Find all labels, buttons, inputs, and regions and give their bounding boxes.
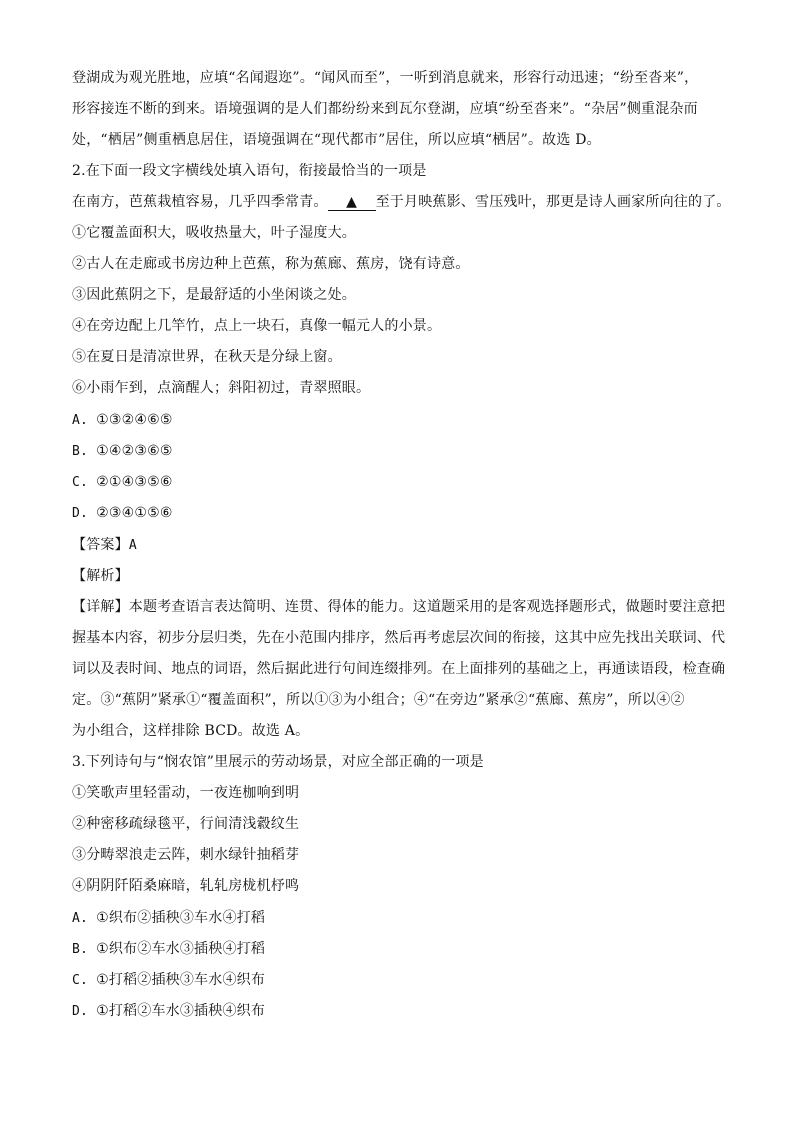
poem-line: ②种密移疏绿毯平，行间清浅縠纹生 [72, 816, 300, 832]
option-c [72, 970, 265, 991]
answer-value: A [128, 538, 137, 553]
option-text: ①织布②车水③插秧④打稻 [96, 941, 266, 957]
intro-line: 形容接连不断的到来。语境强调的是人们都纷纷来到瓦尔登湖，应填“纷至沓来”。“杂居”侧重混杂而 [72, 101, 698, 117]
sentence-item: ③因此蕉阴之下，是最舒适的小坐闲谈之处。 [72, 287, 356, 303]
option-text: ②③④①⑤⑥ [96, 505, 173, 521]
passage-after: 至于月映蕉影、雪压残叶，那更是诗人画家所向往的了。 [375, 194, 731, 210]
option-letter: D. [72, 506, 89, 521]
poem-line: ①笑歌声里轻雷动，一夜连枷响到明 [72, 785, 300, 801]
option-a [72, 410, 173, 431]
option-letter: C. [72, 973, 89, 988]
poem-line: ④阴阴阡陌桑麻暗，轧轧房栊机杼鸣 [72, 878, 300, 894]
detail-line: 词以及表时间、地点的词语，然后据此进行句间连缀排列。在上面排列的基础之上，再通读语段，检查确 [72, 661, 726, 677]
option-d [72, 1001, 265, 1022]
option-d [72, 503, 173, 524]
option-b [72, 441, 173, 462]
intro-line: 登湖成为观光胜地，应填“名闻遐迩”。“闻风而至”，一听到消息就来，形容行动迅速；“纷至沓来”， [72, 70, 699, 86]
answer-line [72, 535, 137, 556]
answer-label: 【答案】 [72, 537, 129, 553]
option-a [72, 908, 265, 929]
detail-line: 为小组合，这样排除 BCD。故选 A。 [72, 723, 310, 739]
option-letter: A. [72, 413, 89, 428]
question-3-stem: 3.下列诗句与“悯农馆”里展示的劳动场景，对应全部正确的一项是 [72, 754, 484, 770]
option-text: ①④②③⑥⑤ [96, 443, 173, 459]
question-2-passage [72, 192, 731, 212]
option-c [72, 472, 173, 493]
option-letter: D. [72, 1004, 89, 1019]
detail-line: 定。③“蕉阴”紧承①“覆盖面积”，所以①③为小组合；④“在旁边”紧承②“蕉廊、蕉房”，所以④② [72, 692, 685, 708]
detail-line: 握基本内容，初步分层归类，先在小范围内排序，然后再考虑层次间的衔接，这其中应先找出关联词、代 [72, 630, 726, 646]
passage-before: 在南方，芭蕉栽植容易，几乎四季常青。 [72, 194, 328, 210]
sentence-item: ④在旁边配上几竿竹，点上一块石，真像一幅元人的小景。 [72, 318, 442, 334]
option-text: ①打稻②插秧③车水④织布 [96, 972, 266, 988]
analysis-label: 【解析】 [72, 568, 129, 584]
detail-line: 【详解】本题考查语言表达简明、连贯、得体的能力。这道题采用的是客观选择题形式，做题时要注意把 [72, 599, 726, 615]
option-text: ①打稻②车水③插秧④织布 [96, 1003, 266, 1019]
poem-line: ③分畴翠浪走云阵，刺水绿针抽稻芽 [72, 847, 300, 863]
fill-blank: ▲ [328, 194, 376, 211]
intro-line: 处，“栖居”侧重栖息居住，语境强调在“现代都市”居住，所以应填“栖居”。故选 D。 [72, 132, 601, 148]
option-text: ①③②④⑥⑤ [96, 412, 173, 428]
sentence-item: ②古人在走廊或书房边种上芭蕉，称为蕉廊、蕉房，饶有诗意。 [72, 256, 470, 272]
sentence-item: ⑥小雨乍到，点滴醒人；斜阳初过，青翠照眼。 [72, 380, 371, 396]
sentence-item: ⑤在夏日是清凉世界，在秋天是分绿上窗。 [72, 349, 342, 365]
question-2-stem: 2.在下面一段文字横线处填入语句，衔接最恰当的一项是 [72, 163, 427, 179]
option-text: ①织布②插秧③车水④打稻 [96, 910, 266, 926]
option-letter: B. [72, 942, 89, 957]
option-letter: C. [72, 475, 89, 490]
option-letter: A. [72, 911, 89, 926]
sentence-item: ①它覆盖面积大，吸收热量大，叶子湿度大。 [72, 225, 356, 241]
option-b [72, 939, 265, 960]
option-text: ②①④③⑤⑥ [96, 474, 173, 490]
option-letter: B. [72, 444, 89, 459]
